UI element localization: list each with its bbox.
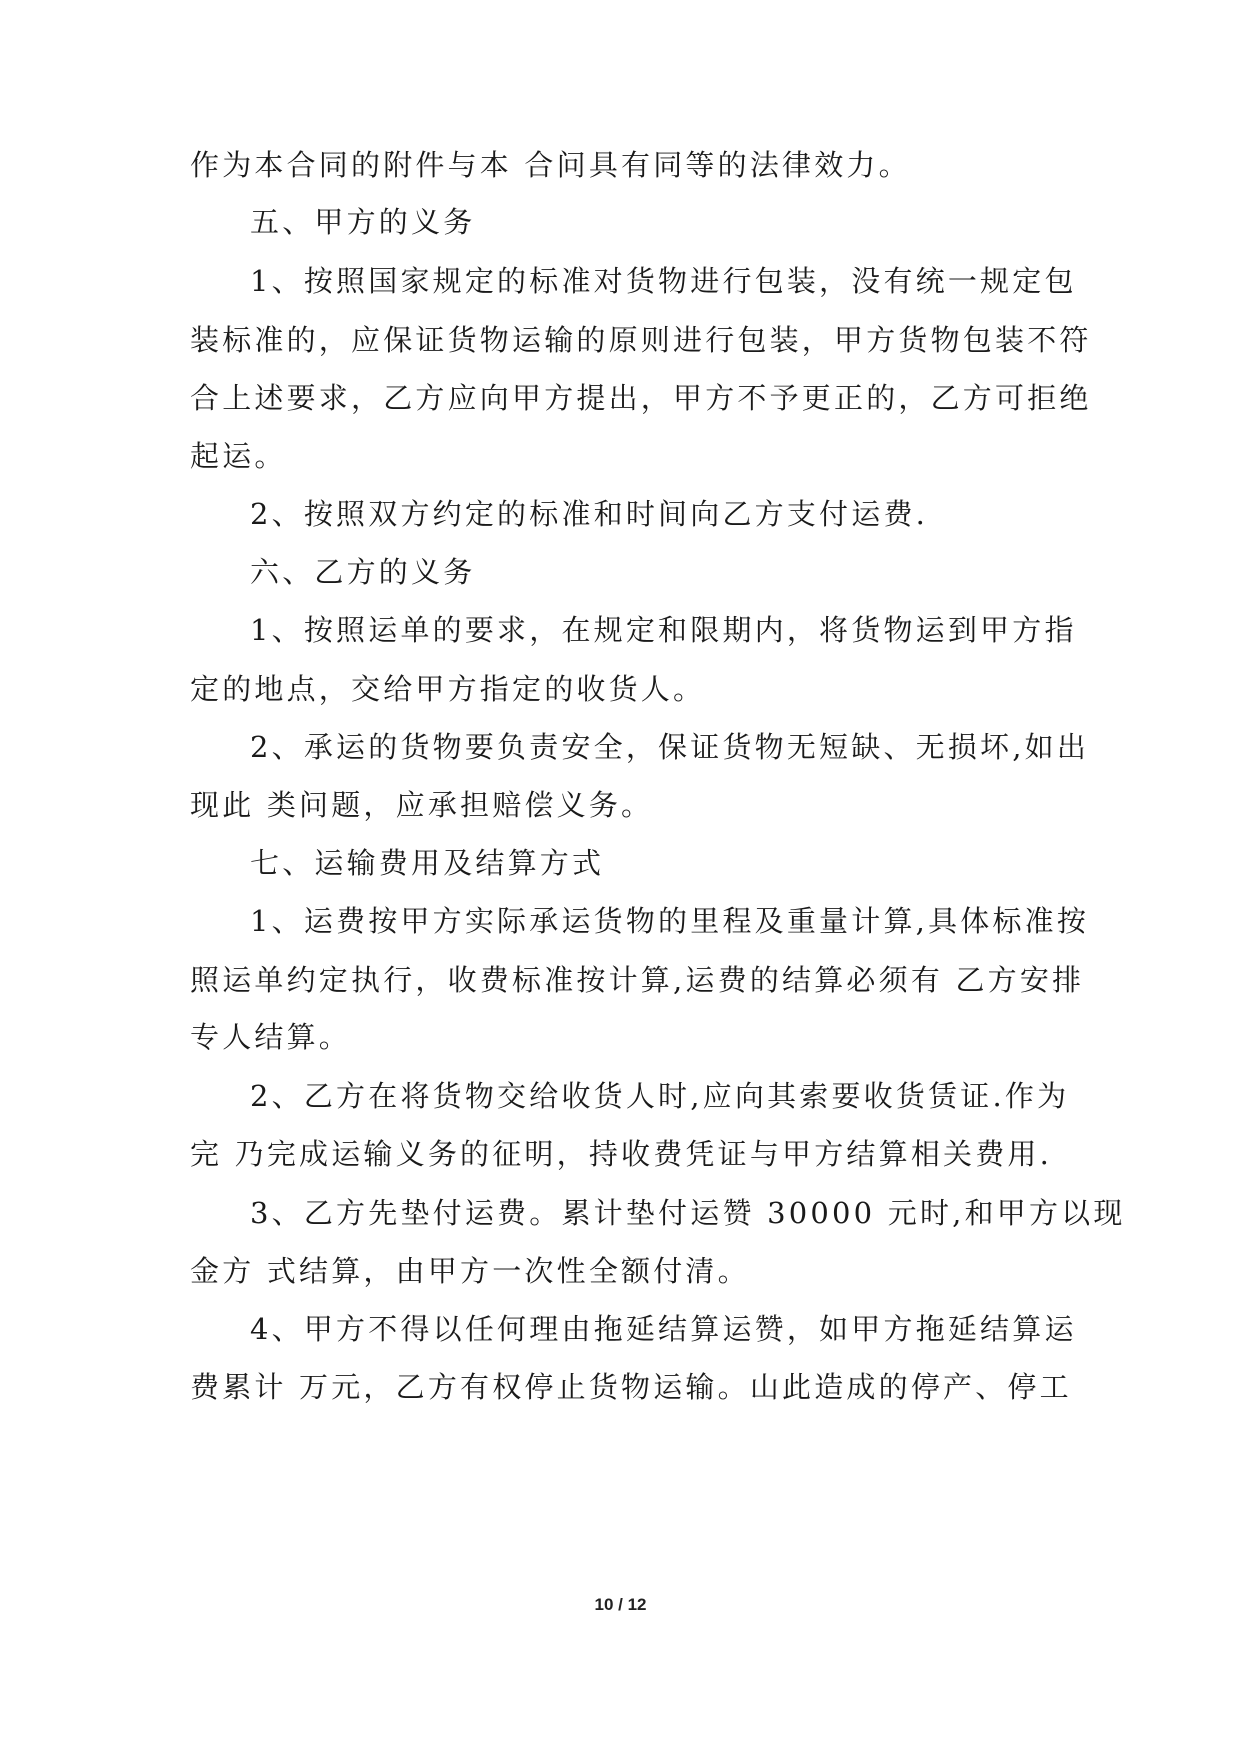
body-text-line: 起运。: [190, 439, 287, 473]
body-text-line: 2、乙方在将货物交给收货人时,应向其索要收货赁证.作为: [250, 1079, 1070, 1113]
body-text-line: 1、按照运单的要求，在规定和限期内，将货物运到甲方指: [250, 613, 1077, 647]
body-text-line: 费累计 万元，乙方有权停止货物运输。山此造成的停产、停工: [190, 1370, 1072, 1404]
body-text-line: 专人结算。: [190, 1020, 352, 1054]
body-text-line: 现此 类问题，应承担赔偿义务。: [190, 788, 654, 822]
section-heading: 七、运输费用及结算方式: [250, 846, 605, 880]
body-text-line: 金方 式结算，由甲方一次性全额付清。: [190, 1254, 750, 1288]
body-text-line: 1、按照国家规定的标准对货物进行包装，没有统一规定包: [250, 264, 1077, 298]
body-text-line: 2、按照双方约定的标准和时间向乙方支付运费.: [250, 497, 929, 531]
body-text-line: 完 乃完成运输义务的征明，持收费凭证与甲方结算相关费用.: [190, 1137, 1053, 1171]
body-text-line: 4、甲方不得以任何理由拖延结算运赞，如甲方拖延结算运: [250, 1312, 1077, 1346]
section-heading: 六、乙方的义务: [250, 555, 476, 589]
body-text-line: 合上述要求，乙方应向甲方提出，甲方不予更正的，乙方可拒绝: [190, 381, 1092, 415]
body-text-line: 1、运费按甲方实际承运货物的里程及重量计算,具体标准按: [250, 904, 1090, 938]
body-text-line: 装标准的，应保证货物运输的原则进行包装，甲方货物包装不符: [190, 323, 1092, 357]
body-text-line: 3、乙方先垫付运费。累计垫付运赞 30000 元时,和甲方以现: [250, 1196, 1126, 1230]
body-text-line: 照运单约定执行，收费标准按计算,运费的结算必须有 乙方安排: [190, 963, 1085, 997]
body-text-line: 2、承运的货物要负责安全，保证货物无短缺、无损坏,如出: [250, 730, 1090, 764]
section-heading: 五、甲方的义务: [250, 205, 476, 239]
body-text-line: 作为本合同的附件与本 合问具有同等的法律效力。: [190, 148, 911, 182]
body-text-line: 定的地点，交给甲方指定的收货人。: [190, 672, 706, 706]
page-number: 10 / 12: [594, 1595, 647, 1614]
